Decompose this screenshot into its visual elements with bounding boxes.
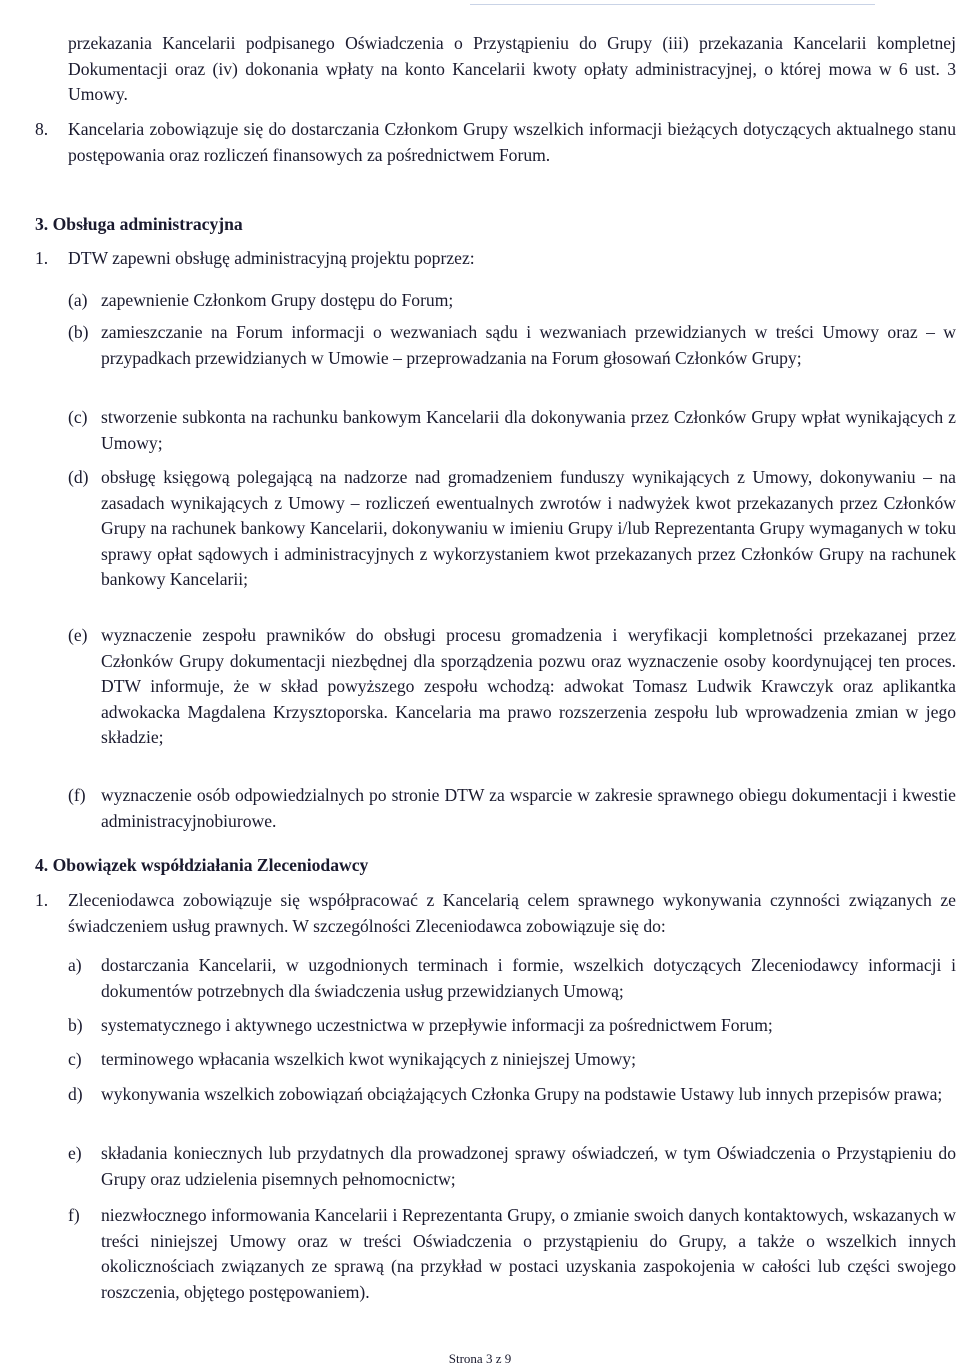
- item-8-text: Kancelaria zobowiązuje się do dostarczania Członkom Grupy wszelkich informacji bieżących dotyczących aktualnego stanu postępowania oraz rozliczeń finansowych za pośrednictwem Forum.: [68, 119, 956, 165]
- s4-label-f: f): [68, 1205, 80, 1225]
- s4-label-d: d): [68, 1084, 83, 1104]
- s3-label-b: (b): [68, 322, 89, 342]
- s4-item-a: dostarczania Kancelarii, w uzgodnionych terminach i formie, wszelkich dotyczących Zleceniodawcy informacji i dokumentów potrzebnych dla świadczenia usług przewidzianych Umową;: [101, 955, 956, 1001]
- s3-item-b: zamieszczanie na Forum informacji o wezwaniach sądu i wezwaniach przewidzianych w treści Umowy oraz – w przypadkach przewidzianych w Umowie – przeprowadzania na Forum głosowań Członków Grupy;: [101, 322, 956, 368]
- s3-label-d: (d): [68, 467, 89, 487]
- continuation-paragraph: przekazania Kancelarii podpisanego Oświadczenia o Przystąpieniu do Grupy (iii) przekazania Kancelarii kompletnej Dokumentacji oraz (iv) dokonania wpłaty na konto Kancelarii kwoty opłaty administracyjnej, o której mowa w 6 ust. 3 Umowy.: [68, 33, 956, 105]
- section-3-title: 3. Obsługa administracyjna: [35, 214, 243, 234]
- s3-item-d: obsługę księgową polegającą na nadzorze nad gromadzeniem funduszy wynikających z Umowy, dokonywaniu – na zasadach wynikających z Umowy – rozliczeń ewentualnych zwrotów i nadwyżek kwot przekazanych przez Członków Grupy na rachunek bankowy Kancelarii, dokonywaniu w imieniu Grupy i/lub Reprezentanta Grupy wymaganych w toku sprawy opłat sądowych i administracyjnych z wykorzystaniem kwot przekazanych przez Członków Grupy na rachunek bankowy Kancelarii;: [101, 467, 956, 590]
- s4-item-b: systematycznego i aktywnego uczestnictwa w przepływie informacji za pośrednictwem Forum;: [101, 1015, 773, 1035]
- s3-item-c: stworzenie subkonta na rachunku bankowym Kancelarii dla dokonywania przez Członków Grupy wpłat wynikających z Umowy;: [101, 407, 956, 453]
- item-number-8: 8.: [35, 119, 49, 139]
- s4-item-e: składania koniecznych lub przydatnych dla prowadzonej sprawy oświadczeń, w tym Oświadczenia o Przystąpieniu do Grupy oraz udzielenia pisemnych pełnomocnictw;: [101, 1143, 956, 1189]
- s3-item-a: zapewnienie Członkom Grupy dostępu do Forum;: [101, 290, 454, 310]
- s3-item-f: wyznaczenie osób odpowiedzialnych po stronie DTW za wsparcie w zakresie sprawnego obiegu dokumentacji i kwestie administracyjnobiurowe.: [101, 785, 956, 831]
- s4-label-a: a): [68, 955, 82, 975]
- s3-point-text: DTW zapewni obsługę administracyjną projektu poprzez:: [68, 248, 475, 268]
- s4-label-c: c): [68, 1049, 82, 1069]
- header-rule: [470, 4, 875, 5]
- s4-item-d: wykonywania wszelkich zobowiązań obciążających Członka Grupy na podstawie Ustawy lub innych przepisów prawa;: [101, 1084, 943, 1104]
- s3-item-e: wyznaczenie zespołu prawników do obsługi procesu gromadzenia i weryfikacji kompletności przekazanej przez Członków Grupy dokumentacji niezbędnej dla sporządzenia pozwu oraz wyznaczenie osoby koordynującej ten proces. DTW informuje, że w skład powyższego zespołu wchodzą: adwokat Tomasz Ludwik Krawczyk oraz aplikantka adwokacka Magdalena Krzysztoporska. Kancelaria ma prawo rozszerzenia zespołu lub wprowadzenia zmian w jego składzie;: [101, 625, 956, 748]
- s3-label-a: (a): [68, 290, 88, 310]
- s3-label-c: (c): [68, 407, 88, 427]
- s4-point-text: Zleceniodawca zobowiązuje się współpracować z Kancelarią celem sprawnego wykonywania czynności związanych ze świadczeniem usług prawnych. W szczególności Zleceniodawca zobowiązuje się do:: [68, 890, 956, 936]
- s4-point-number: 1.: [35, 890, 49, 910]
- s4-item-c: terminowego wpłacania wszelkich kwot wynikających z niniejszej Umowy;: [101, 1049, 636, 1069]
- s4-item-f: niezwłocznego informowania Kancelarii i Reprezentanta Grupy, o zmianie swoich danych kontaktowych, wskazanych w treści niniejszej Umowy oraz w treści Oświadczenia o przystąpieniu do Grupy, a także o wszelkich innych okolicznościach związanych ze sprawą (na przykład w postaci uzyskania zaspokojenia w całości lub części swojego roszczenia, objętego postępowaniem).: [101, 1205, 956, 1302]
- s4-label-b: b): [68, 1015, 83, 1035]
- s4-label-e: e): [68, 1143, 82, 1163]
- s3-label-f: (f): [68, 785, 86, 805]
- page-number: Strona 3 z 9: [448, 1351, 512, 1366]
- s3-point-number: 1.: [35, 248, 49, 268]
- s3-label-e: (e): [68, 625, 88, 645]
- section-4-title: 4. Obowiązek współdziałania Zleceniodawcy: [35, 855, 369, 875]
